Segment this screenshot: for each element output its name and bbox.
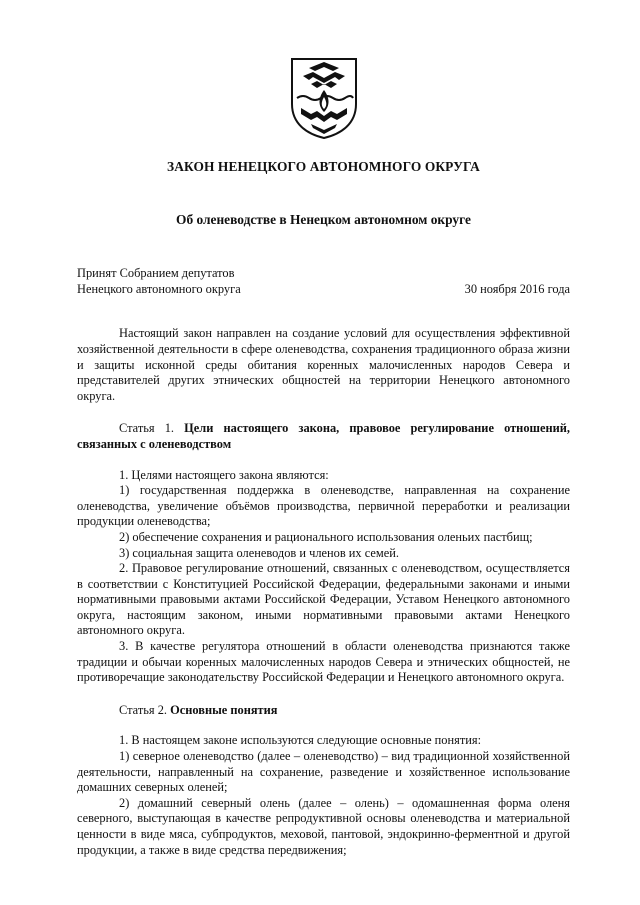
article-2-paragraph: 1. В настоящем законе используются следующие основные понятия:: [119, 733, 482, 748]
article-2-paragraph: 1) северное оленеводство (далее – оленеводство) – вид традиционной хозяйственной деятельности, направленный на сохранение, разведение и хозяйственное использование домашних северных оленей;: [77, 749, 570, 795]
adopted-by-line2: Ненецкого автономного округа: [77, 281, 241, 296]
adoption-date: 30 ноября 2016 года: [464, 281, 570, 296]
article-2-title: Основные понятия: [170, 702, 278, 717]
coat-of-arms-icon: [289, 56, 359, 140]
intro-paragraph: Настоящий закон направлен на создание условий для осуществления эффективной хозяйственной деятельности в сфере оленеводства, сохранения традиционного образа жизни и защиты исконной среды обитания коренных малочисленных народов Севера и представителей других этнических общностей на территории Ненецкого автономного округа.: [77, 326, 570, 403]
article-1-paragraph: 1. Целями настоящего закона являются:: [119, 467, 329, 482]
adopted-by-line1: Принят Собранием депутатов: [77, 266, 235, 281]
adoption-block: [77, 266, 570, 297]
article-2-heading: [77, 703, 570, 719]
article-1-prefix: Статья 1.: [119, 421, 185, 436]
article-1-paragraph: 2) обеспечение сохранения и рационального использования оленьих пастбищ;: [119, 529, 533, 544]
article-2-prefix: Статья 2.: [119, 702, 171, 717]
article-1-title: Цели настоящего закона, правовое регулирование отношений, связанных с оленеводством: [77, 421, 570, 451]
article-1-paragraph: 2. Правовое регулирование отношений, связанных с оленеводством, осуществляется в соответствии с Конституцией Российской Федерации, федеральными законами и иными нормативными правовыми актами Российской Федерации, Уставом Ненецкого автономного округа, настоящим законом, иными нормативными правовыми актами Ненецкого автономного округа.: [77, 561, 570, 638]
article-2-paragraph: 2) домашний северный олень (далее – олень) – одомашненная форма оленя северного, выступающая в качестве репродуктивной основы оленеводства и материальной ценности в виде мяса, субпродуктов, меховой, пантовой, эндокринно-ферментной и другой продукции, а также в виде средства передвижения;: [77, 795, 570, 857]
article-1-paragraph: 3) социальная защита оленеводов и членов их семей.: [119, 545, 399, 560]
law-subtitle: Об оленеводстве в Ненецком автономном округе: [176, 211, 471, 227]
article-1-paragraph: 3. В качестве регулятора отношений в области оленеводства признаются также традиции и обычаи коренных малочисленных народов Севера и этнических общностей, не противоречащие законодательству Российской Федерации и Ненецкого автономного округа.: [77, 639, 570, 685]
article-1-heading: [77, 421, 570, 452]
law-title: ЗАКОН НЕНЕЦКОГО АВТОНОМНОГО ОКРУГА: [167, 159, 480, 174]
article-1-paragraph: 1) государственная поддержка в оленеводстве, направленная на сохранение оленеводства, увеличение объёмов производства, первичной переработки и реализации продукции оленеводства;: [77, 483, 570, 529]
coat-of-arms: [77, 56, 570, 140]
